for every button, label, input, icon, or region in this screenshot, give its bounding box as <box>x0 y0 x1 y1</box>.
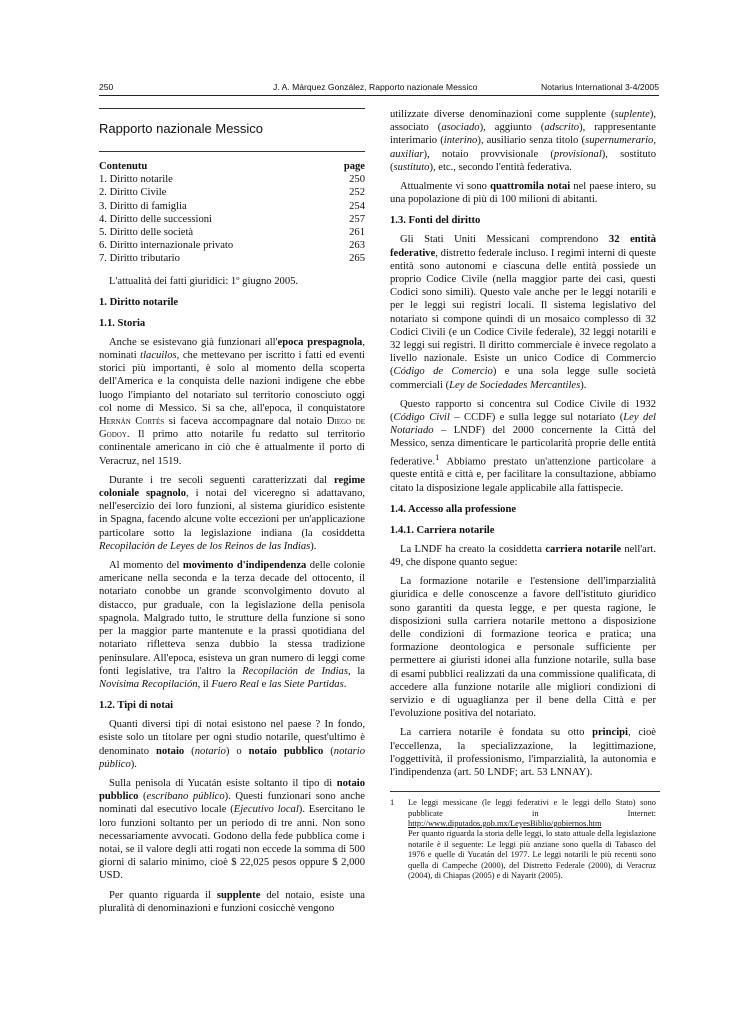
toc-item-label: 1. Diritto notarile <box>99 174 173 186</box>
footnote-link[interactable]: http://www.diputados.gob.mx/LeyesBiblio/gobiernos.htm <box>408 819 602 829</box>
toc-item-page: 263 <box>349 240 365 252</box>
section-heading-1-1: 1.1. Storia <box>99 317 146 329</box>
toc-item-page: 257 <box>349 213 365 225</box>
notai-count-paragraph: Attualmente vi sono quattromila notai nel paese intero, su una popolazione di più di 100 milioni di abitanti. <box>390 181 656 206</box>
currency-date-note: L'attualità dei fatti giuridici: 1º giugno 2005. <box>109 275 299 287</box>
title-rule-top <box>99 108 365 109</box>
toc-item-page: 252 <box>349 187 365 199</box>
toc-item <box>99 252 365 265</box>
carriera-paragraph-1: La LNDF ha creato la cosiddetta carriera notarile nell'art. 49, che dispone quanto segue: <box>390 543 657 569</box>
toc-item-label: 6. Diritto internazionale privato <box>99 240 234 252</box>
journal-issue: Notarius International 3-4/2005 <box>540 82 659 92</box>
page-number: 250 <box>99 82 114 92</box>
running-title: J. A. Márquez González, Rapporto nazionale Messico <box>273 82 478 92</box>
title-rule-bottom <box>99 151 365 152</box>
toc-header <box>99 160 365 173</box>
tipi-paragraph-1: Quanti diversi tipi di notai esistono nel paese ? In fondo, esiste solo un titolare per ogni studio notarile, quest'ultimo è denominato notaio (notario) o notaio pubblico (notario público). <box>99 719 365 770</box>
footnote-body: Le leggi messicane (le leggi federativi e le leggi dello Stato) sono pubblicate in Internet: http://www.diputados.gob.mx/LeyesBiblio/gobiernos.htm Per quanto riguarda la storia delle leggi, lo stato attuale della legislazione notarile è il seguente: Le leggi più anziane sono quella di Tabasco del 1976 e quelle di Yucatán del 1977. Le leggi notarili le più recenti sono quella di Campeche (2000), del Distretto Federale (2000), di Veracruz (2004), di Chiapas (2005) e di Nayarit (2005). <box>408 798 656 881</box>
supplente-continuation: utilizzate diverse denominazioni come supplente (suplente), associato (asociado), aggiunto (adscrito), rappresentante interimario (interino), ausiliario senza titolo (supernumerario, auxiliar), notaio provvisionale (provisional), sostituto (sustituto), etc., secondo l'entità federativa. <box>390 109 657 173</box>
fonti-paragraph-1: Gli Stati Uniti Messicani comprendono 32 entità federative, distretto federale incluso. I regimi interni di queste entità sono autonomi e ciascuna delle entità possiede un proprio Codice Civile (nella maggior parte dei casi, questi Codici sono simili). Questo vale anche per le leggi notarili e per le leggi sui registri locali. Il sistema legislativo del notariato si compone quindi di un mosaico complesso di 32 Codici Civili (e un Codice Civile federale), 32 leggi notarili e 32 leggi sui registri. Il diritto commerciale è invece regolato a livello nazionale. Esiste un unico Codice di Commercio (Código de Comercio) e una sola legge sulle società commerciali (Ley de Sociedades Mercantiles). <box>390 234 657 391</box>
toc-item-page: 261 <box>349 227 365 239</box>
toc-item-page: 250 <box>349 174 365 186</box>
article-title: Rapporto nazionale Messico <box>99 121 264 136</box>
storia-paragraph-2: Durante i tre secoli seguenti caratterizzati dal regime coloniale spagnolo, i notai del viceregno si adattavano, nell'esercizio dei loro funzioni, al sistema giuridico esistente in Spagna, facendo alcune volte eccezioni per un'applicazione particolare sotto la legislazione indiana (la cosiddetta Recopilación de Leyes de los Reinos de las Indias). <box>99 474 366 552</box>
footnote-reference[interactable]: 1 <box>435 451 440 462</box>
right-column <box>390 108 656 882</box>
section-heading-1-2: 1.2. Tipi di notai <box>99 700 174 712</box>
fonti-paragraph-2: Questo rapporto si concentra sul Codice Civile di 1932 (Código Civil – CCDF) e sulla legge sul notariato (Ley del Notariado – LNDF) del 2000 concernente la Città del Messico, senza dimenticare le particolarità proprie delle entità federative.$^1$ Abbiamo prestato un'attenzione particolare a queste entità e città e, per facilitare la consultazione, abbiamo citato la disposizione legale applicabile alla fattispecie. <box>390 398 656 494</box>
toc-heading: Contenutu <box>99 161 148 172</box>
toc-item <box>99 173 365 186</box>
toc-item-label: 5. Diritto delle società <box>99 227 194 239</box>
left-column <box>99 108 365 921</box>
toc-item-label: 3. Diritto di famiglia <box>99 200 187 212</box>
footnote-separator <box>390 791 660 792</box>
toc-item-label: 7. Diritto tributario <box>99 253 180 265</box>
footnote <box>390 798 656 881</box>
table-of-contents <box>99 160 365 266</box>
carriera-quote: La formazione notarile e l'estensione dell'imparzialità giuridica e delle conoscenze a favore dell'istituto giuridico sono garantiti da questa legge, e per questa ragione, le disposizioni sulla carriera notarile mettono a disposizione delle condizioni di formazione teorica e pratica; una formazione deontologica e personale sufficiente per permettere ai giuristi idonei alla funzione notarile, sulla base di esami pubblici realizzati da una commissione qualificata, di accedere alla funzione notarile alle migliori condizioni di servizio e di uguaglianza per il bene della Città e per l'evoluzione positiva del notariato. <box>390 576 656 720</box>
toc-item-label: 4. Diritto delle successioni <box>99 213 212 225</box>
section-heading-1: 1. Diritto notarile <box>99 296 179 308</box>
toc-item-page: 265 <box>349 253 365 265</box>
toc-item <box>99 226 365 239</box>
section-heading-1-4: 1.4. Accesso alla professione <box>390 503 517 515</box>
running-header <box>99 82 659 96</box>
section-heading-1-4-1: 1.4.1. Carriera notarile <box>390 524 495 536</box>
toc-item-label: 2. Diritto Civile <box>99 187 167 199</box>
toc-item <box>99 213 365 226</box>
toc-page-label: page <box>343 161 365 172</box>
storia-paragraph-1: Anche se esistevano già funzionari all'epoca prespagnola, nominati tlacuilos, che mettevano per iscritto i fatti ed eventi storici più importanti, è solo al momento della scoperta dell'America e la conquista delle nazioni indigene che ebbe luogo l'impianto del notariato sul territorio conosciuto oggi col nome di Messico. Si sa che, all'epoca, il conquistatore Hernán Cortés si faceva accompagnare dal notaio Diego de Godoy. Il primo atto notarile fu redatto sul territorio continentale americano in ciò che è attualmente il porto di Veracruz, nel 1519. <box>99 336 366 467</box>
tipi-paragraph-2: Sulla penisola di Yucatán esiste soltanto il tipo di notaio pubblico (escribano público). Questi funzionari sono anche nominati dal esecutivo locale (Ejecutivo local). Esercitano le loro funzioni soltanto per un periodo di tre anni. Non sono necessariamente avvocati. Godono della fede pubblica come i notai, se il valore degli atti rogati non eccede la somma di 500 giorni di salario minimo, cioè $ 22,025 pesos oppure $ 2,000 USD. <box>99 777 365 882</box>
toc-item <box>99 186 365 199</box>
section-heading-1-3: 1.3. Fonti del diritto <box>390 215 481 227</box>
toc-item <box>99 200 365 213</box>
carriera-principi-paragraph: La carriera notarile è fondata su otto principi, cioè l'eccellenza, la specializzazione, la legittimazione, l'oggettività, il professionismo, l'imparzialità, la autonomia e l'indipendenza (art. 50 LNDF; art. 53 LNNAY). <box>390 727 656 779</box>
toc-item <box>99 239 365 252</box>
toc-item-page: 254 <box>349 200 365 212</box>
footnote-number: 1 <box>390 798 395 808</box>
tipi-paragraph-3: Per quanto riguarda il supplente del notaio, esiste una pluralità di denominazioni e funzioni cosicchè vengono <box>99 889 365 914</box>
storia-paragraph-3: Al momento del movimento d'indipendenza delle colonie americane nella seconda e la terza decade del ottocento, il notariato conobbe un grande sconvolgimento dovuto al distacco, pur graduale, con la legislazione della penisola spagnola. Malgrado tutto, le strutture della funzione si sono per la maggior parte mantenute e la prassi quotidiana del notariato rifletteva senza dubbio la stessa tradizione peninsulare. All'epoca, esisteva un gran numero di leggi come fonti legislative, tra l'altro la Recopilación de Indias, la Novísima Recopilación, il Fuero Real e las Siete Partidas. <box>99 560 366 690</box>
